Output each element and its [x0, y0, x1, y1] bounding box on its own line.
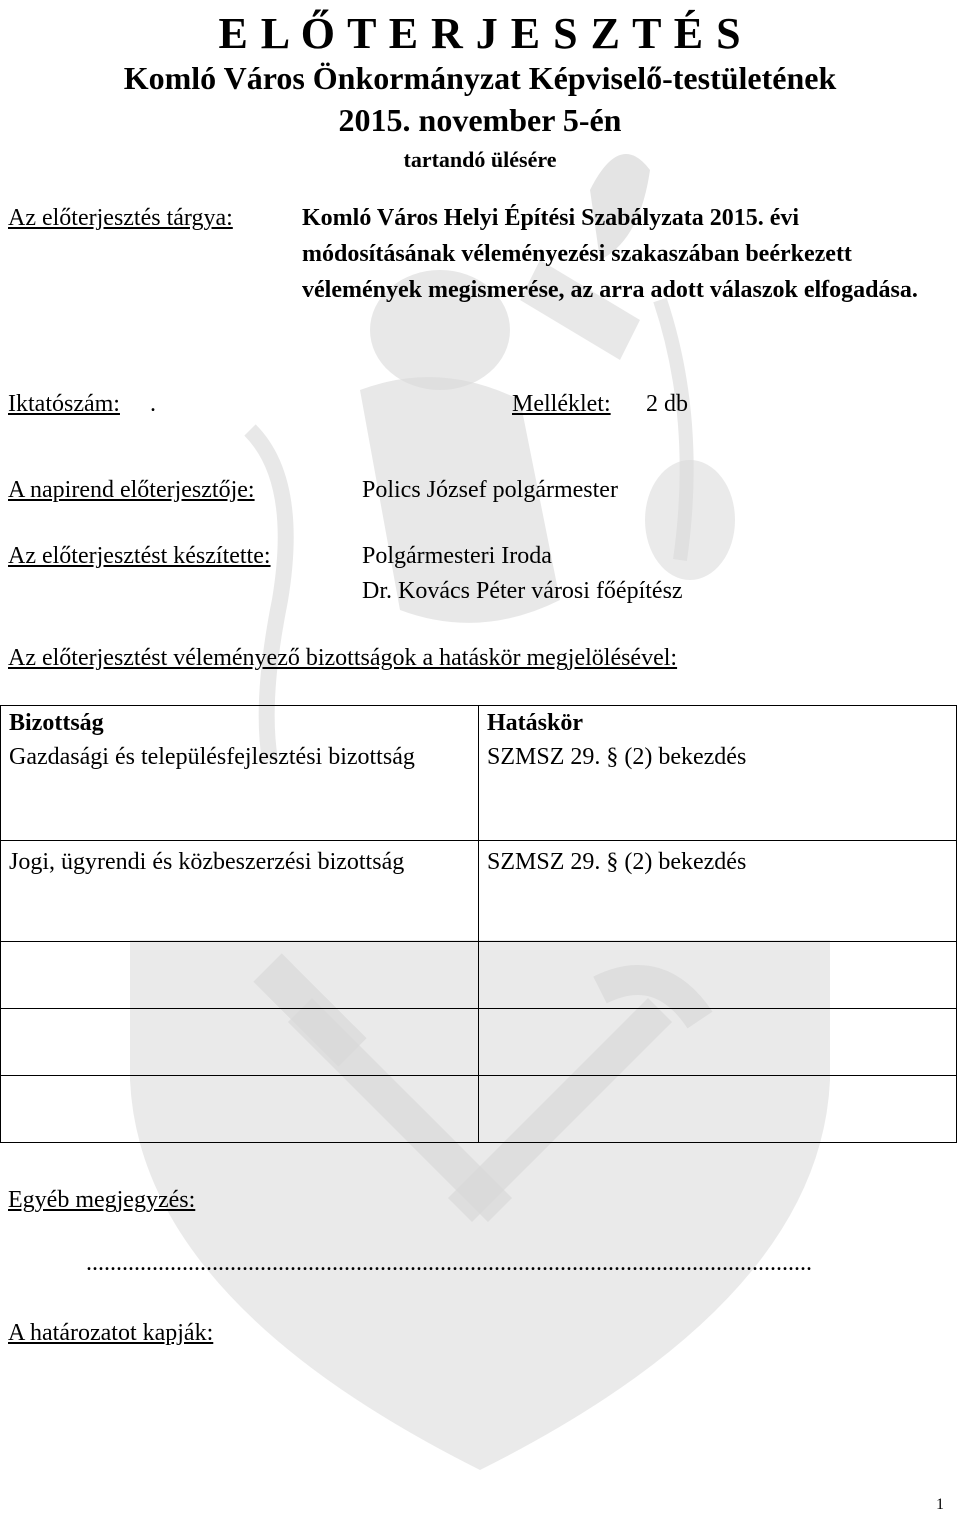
- table-cell: [479, 942, 957, 1009]
- committees-heading: Az előterjesztést véleményező bizottságok a hatáskör megjelölésével:: [8, 645, 678, 671]
- committee-name: Jogi, ügyrendi és közbeszerzési bizottság: [9, 849, 405, 875]
- notes-label: Egyéb megjegyzés:: [8, 1187, 196, 1213]
- registry-value: .: [150, 391, 156, 417]
- prepared-by-person: Dr. Kovács Péter városi főépítész: [362, 578, 683, 604]
- table-cell: [1, 841, 479, 942]
- table-cell: [1, 942, 479, 1009]
- recipients-label: A határozatot kapják:: [8, 1320, 214, 1346]
- table-cell: [1, 706, 479, 841]
- table-cell: [479, 1009, 957, 1076]
- meeting-date: 2015. november 5-én: [338, 102, 622, 138]
- council-name: Komló Város Önkormányzat Képviselő-testületének: [123, 60, 837, 96]
- attachment-label: Melléklet:: [512, 391, 611, 417]
- registry-label: Iktatószám:: [8, 391, 120, 417]
- meeting-subtitle: tartandó ülésére: [403, 147, 557, 172]
- attachment-value: 2 db: [646, 391, 688, 417]
- subject-text: Komló Város Helyi Építési Szabályzata 2015. évi módosításának véleményezési szakaszában beérkezett vélemények megismerése, az arra adott válaszok elfogadása.: [302, 205, 918, 303]
- committees-table: [0, 705, 957, 1143]
- presenter-value: Polics József polgármester: [362, 477, 618, 503]
- table-row-empty: [1, 1009, 957, 1076]
- table-row: [1, 841, 957, 942]
- subject-label: Az előterjesztés tárgya:: [8, 205, 233, 231]
- committee-name: Gazdasági és településfejlesztési bizottság: [9, 744, 415, 770]
- col-header-committee: Bizottság: [9, 710, 104, 736]
- table-cell: [1, 1076, 479, 1143]
- col-header-authority: Hatáskör: [487, 710, 583, 736]
- table-cell: [479, 706, 957, 841]
- committee-authority: SZMSZ 29. § (2) bekezdés: [487, 744, 747, 770]
- table-row-empty: [1, 1076, 957, 1143]
- table-cell: [479, 1076, 957, 1143]
- table-cell: [1, 1009, 479, 1076]
- document-title: E L Ő T E R J E S Z T É S: [218, 9, 742, 58]
- table-cell: [479, 841, 957, 942]
- prepared-by-office: Polgármesteri Iroda: [362, 543, 552, 569]
- table-row: [1, 706, 957, 841]
- page-number: 1: [936, 1496, 944, 1513]
- prepared-by-label: Az előterjesztést készítette:: [8, 543, 271, 569]
- committee-authority: SZMSZ 29. § (2) bekezdés: [487, 849, 747, 875]
- table-row-empty: [1, 942, 957, 1009]
- presenter-label: A napirend előterjesztője:: [8, 477, 255, 503]
- notes-dots: .........................................................................................................................: [86, 1250, 812, 1276]
